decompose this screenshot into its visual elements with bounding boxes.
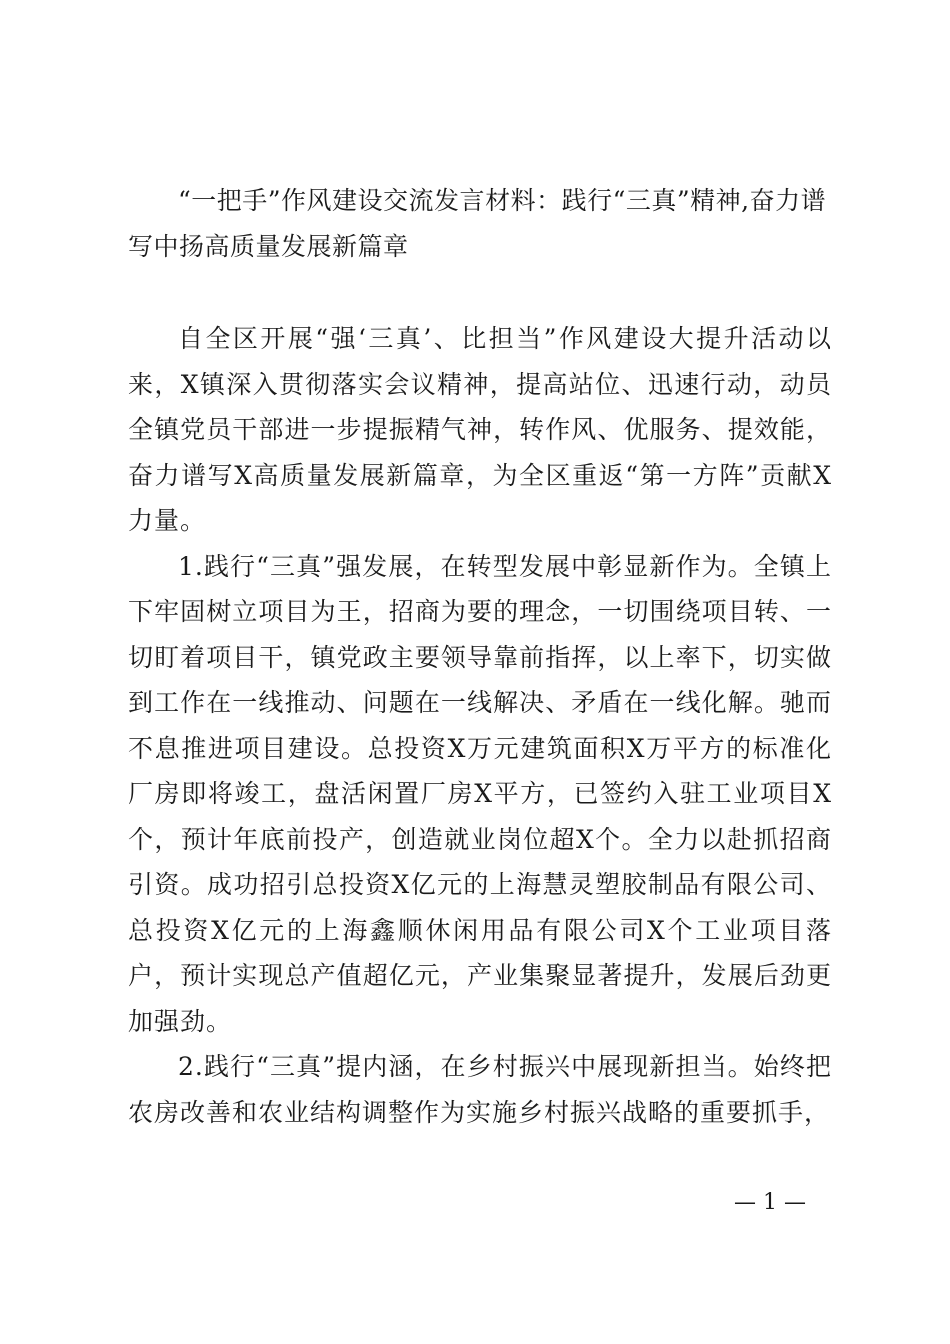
document-body xyxy=(128,316,832,1135)
paragraph-intro: 自全区开展“强‘三真’、比担当”作风建设大提升活动以来，X镇深入贯彻落实会议精神，提高站位、迅速行动，动员全镇党员干部进一步提振精气神，转作风、优服务、提效能，奋力谱写X高质量发展新篇章，为全区重返“第一方阵”贡献X力量。 xyxy=(128,324,832,535)
document-title: “一把手”作风建设交流发言材料：践行“三真”精神,奋力谱写中扬高质量发展新篇章 xyxy=(128,186,827,261)
paragraph-section-1: 1.践行“三真”强发展，在转型发展中彰显新作为。全镇上下牢固树立项目为王，招商为要的理念，一切围绕项目转、一切盯着项目干，镇党政主要领导靠前指挥，以上率下，切实做到工作在一线推动、问题在一线解决、矛盾在一线化解。驰而不息推进项目建设。总投资X万元建筑面积X万平方的标准化厂房即将竣工，盘活闲置厂房X平方，已签约入驻工业项目X个，预计年底前投产，创造就业岗位超X个。全力以赴抓招商引资。成功招引总投资X亿元的上海慧灵塑胶制品有限公司、总投资X亿元的上海鑫顺休闲用品有限公司X个工业项目落户，预计实现总产值超亿元，产业集聚显著提升，发展后劲更加强劲。 xyxy=(128,551,832,1036)
paragraph-section-2: 2.践行“三真”提内涵，在乡村振兴中展现新担当。始终把农房改善和农业结构调整作为实施乡村振兴战略的重要抓手， xyxy=(128,1052,832,1127)
page-number: — 1 — xyxy=(734,1190,806,1215)
